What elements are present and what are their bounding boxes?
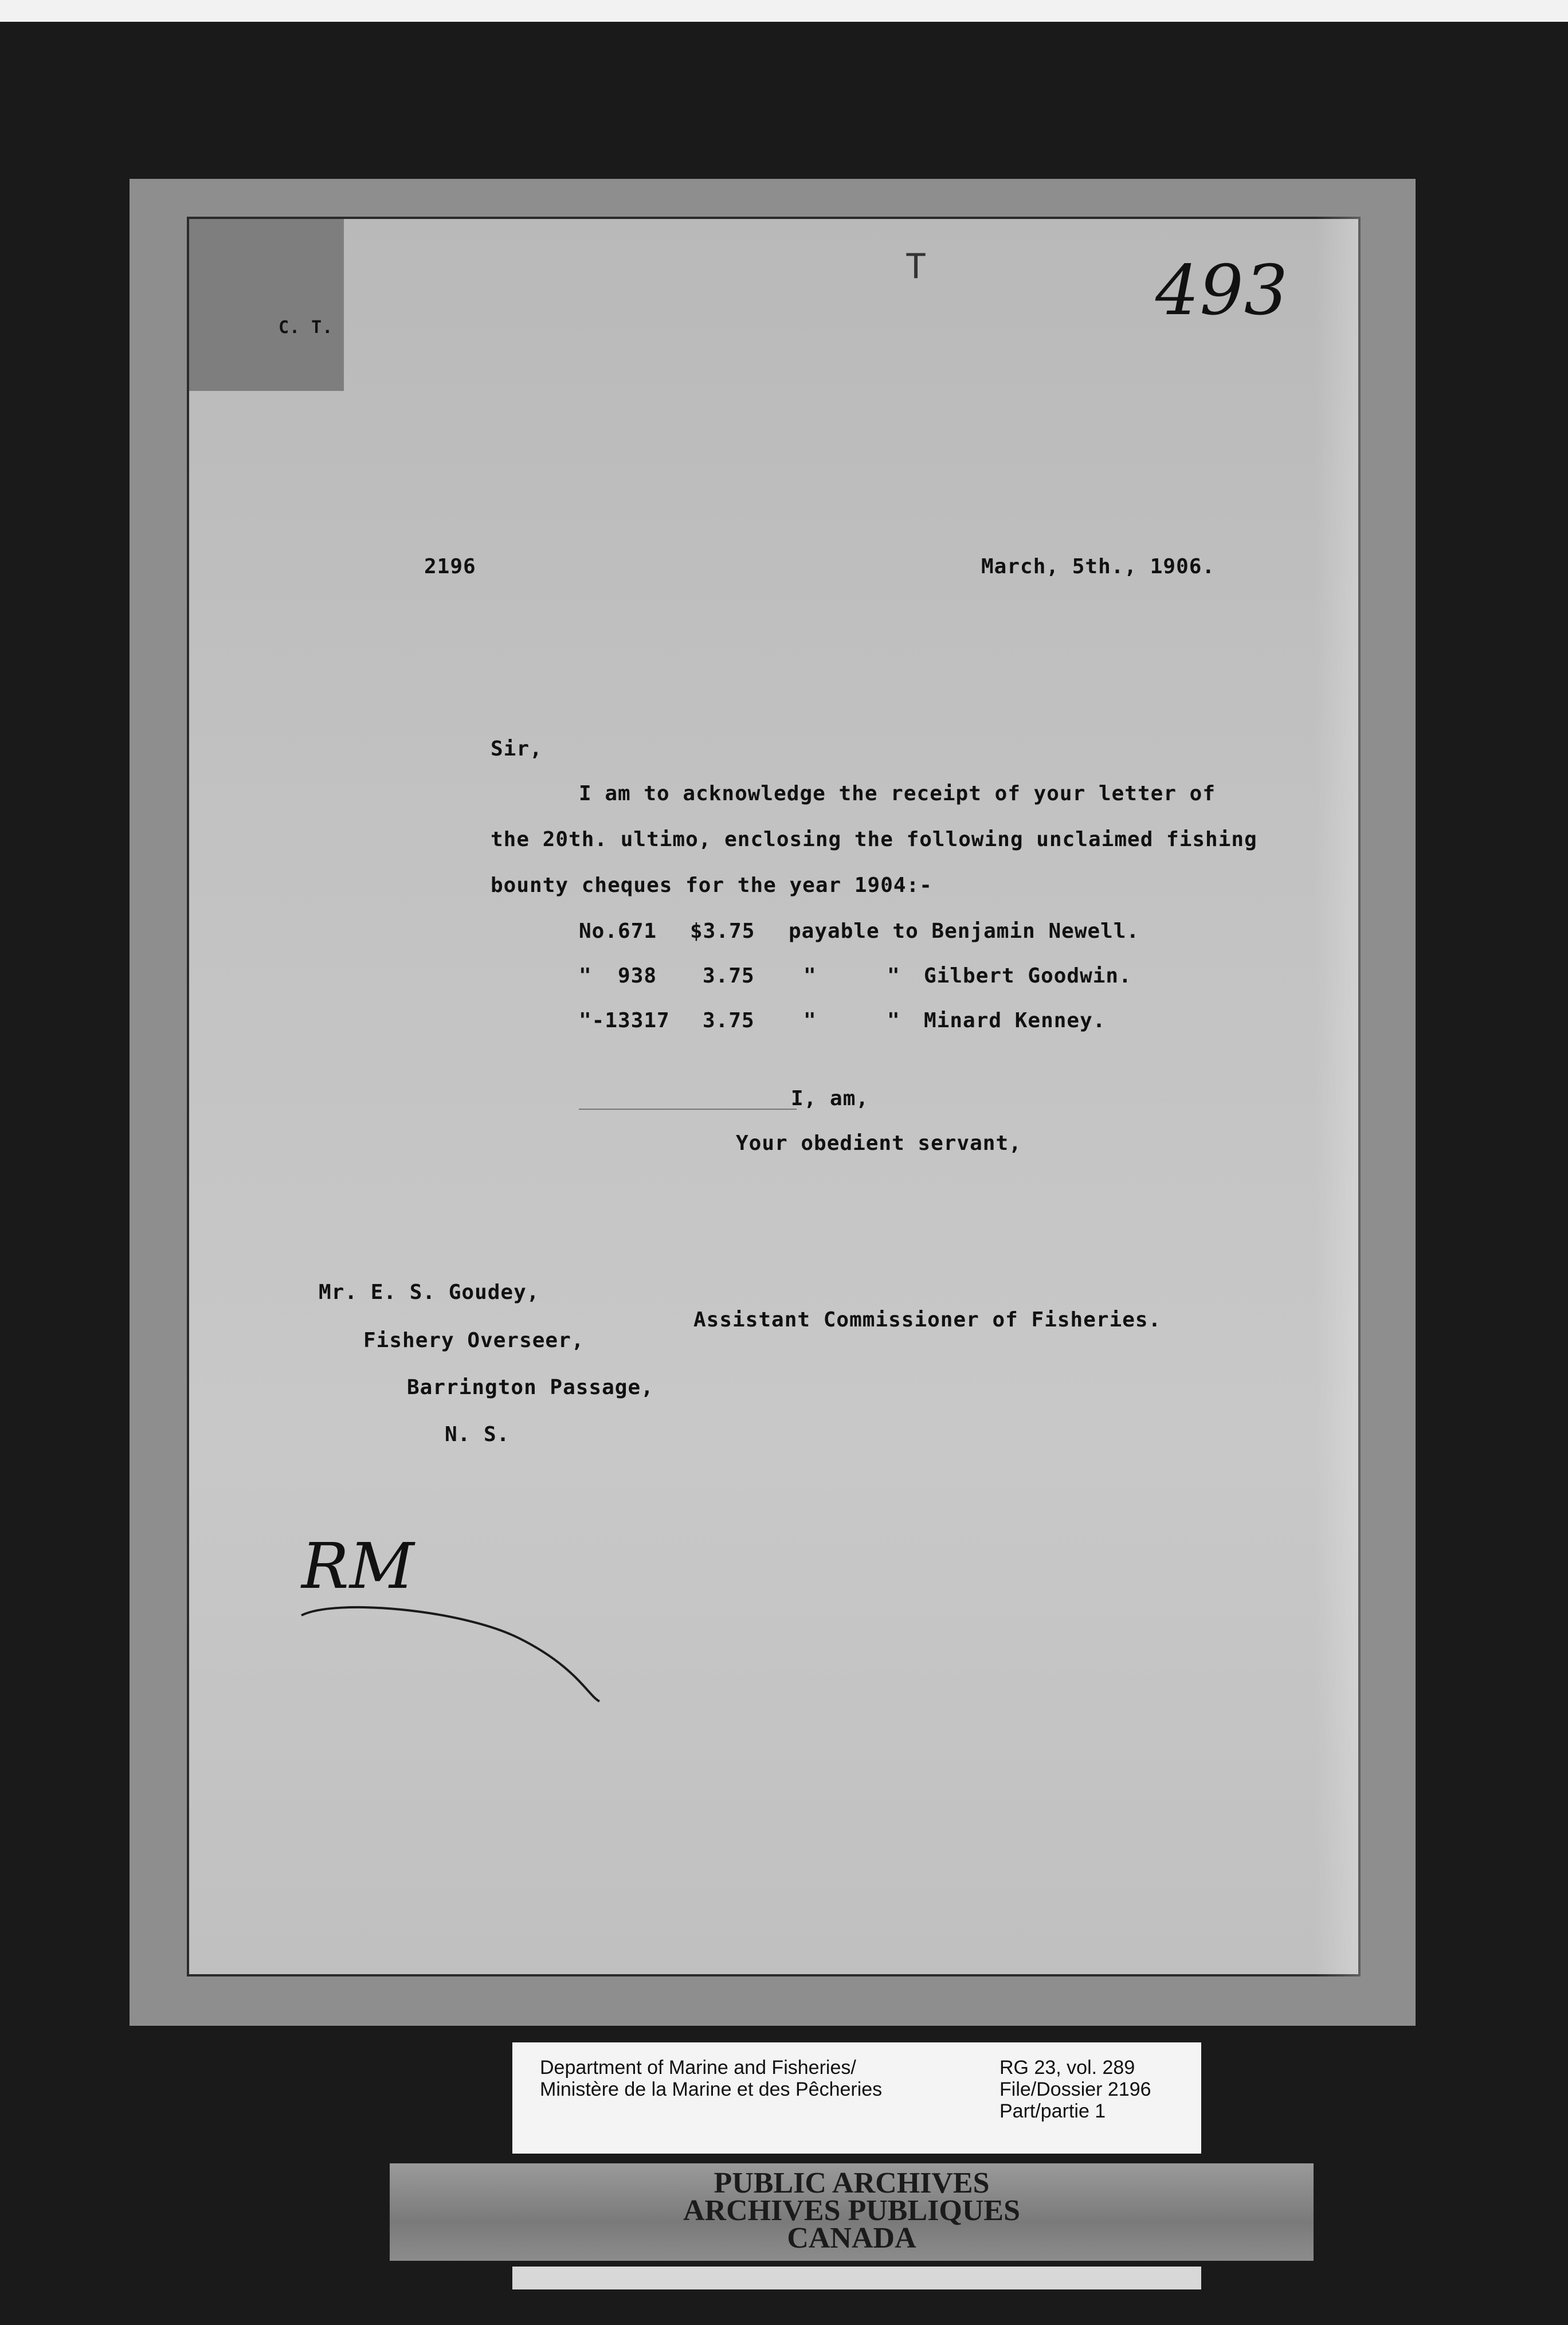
- cheque-amount: $3.75: [690, 919, 755, 943]
- body-line: I am to acknowledge the receipt of your letter of: [579, 782, 1216, 805]
- archives-line: PUBLIC ARCHIVES: [714, 2167, 990, 2199]
- ditto-mark: ": [803, 1009, 817, 1032]
- cheque-payee: Minard Kenney.: [924, 1009, 1106, 1032]
- corner-tab: [189, 219, 344, 391]
- cheque-payee: payable to Benjamin Newell.: [789, 919, 1140, 943]
- signature-title: Assistant Commissioner of Fisheries.: [693, 1308, 1162, 1332]
- document-frame: [130, 179, 1416, 2026]
- record-group: RG 23, vol. 289: [999, 2057, 1135, 2079]
- corner-code: C. T.: [279, 318, 334, 338]
- letter-date: March, 5th., 1906.: [981, 555, 1216, 578]
- pen-flourish: [290, 1604, 611, 1707]
- ditto-mark: ": [887, 1009, 900, 1032]
- body-line: bounty cheques for the year 1904:-: [491, 874, 932, 897]
- addressee-line: Fishery Overseer,: [363, 1329, 585, 1352]
- file-number: 2196: [424, 555, 476, 578]
- archive-reference-label: [512, 2042, 1201, 2154]
- ditto-mark: ": [887, 964, 900, 988]
- addressee-line: Mr. E. S. Goudey,: [319, 1281, 540, 1304]
- cheque-number: " 938: [579, 964, 657, 988]
- addressee-line: Barrington Passage,: [407, 1376, 654, 1399]
- department-english: Department of Marine and Fisheries/: [540, 2057, 856, 2079]
- page-number: 493: [1155, 251, 1289, 331]
- cheque-amount: 3.75: [703, 964, 755, 988]
- cheque-payee: Gilbert Goodwin.: [924, 964, 1132, 988]
- department-french: Ministère de la Marine et des Pêcheries: [540, 2079, 883, 2100]
- body-line: the 20th. ultimo, enclosing the following unclaimed fishing: [491, 828, 1257, 851]
- cheque-number: No.671: [579, 919, 657, 943]
- archives-line: CANADA: [787, 2222, 916, 2254]
- pencil-mark: T: [905, 246, 927, 287]
- file-reference: File/Dossier 2196: [999, 2079, 1151, 2100]
- addressee-line: N. S.: [445, 1423, 510, 1446]
- ditto-mark: ": [803, 964, 817, 988]
- closing: Your obedient servant,: [736, 1132, 1022, 1155]
- salutation: Sir,: [491, 737, 543, 761]
- top-border: [0, 0, 1568, 22]
- cheque-amount: 3.75: [703, 1009, 755, 1032]
- archives-stamp: [390, 2163, 1314, 2261]
- cheque-number: "-13317: [579, 1009, 670, 1032]
- part-reference: Part/partie 1: [999, 2100, 1106, 2122]
- letter-page: [187, 217, 1361, 1976]
- closing: I, am,: [791, 1087, 869, 1110]
- bottom-strip: [512, 2267, 1201, 2289]
- underline-mark: [579, 1109, 797, 1110]
- archives-line: ARCHIVES PUBLIQUES: [683, 2194, 1021, 2227]
- handwritten-initials: RM: [301, 1529, 415, 1603]
